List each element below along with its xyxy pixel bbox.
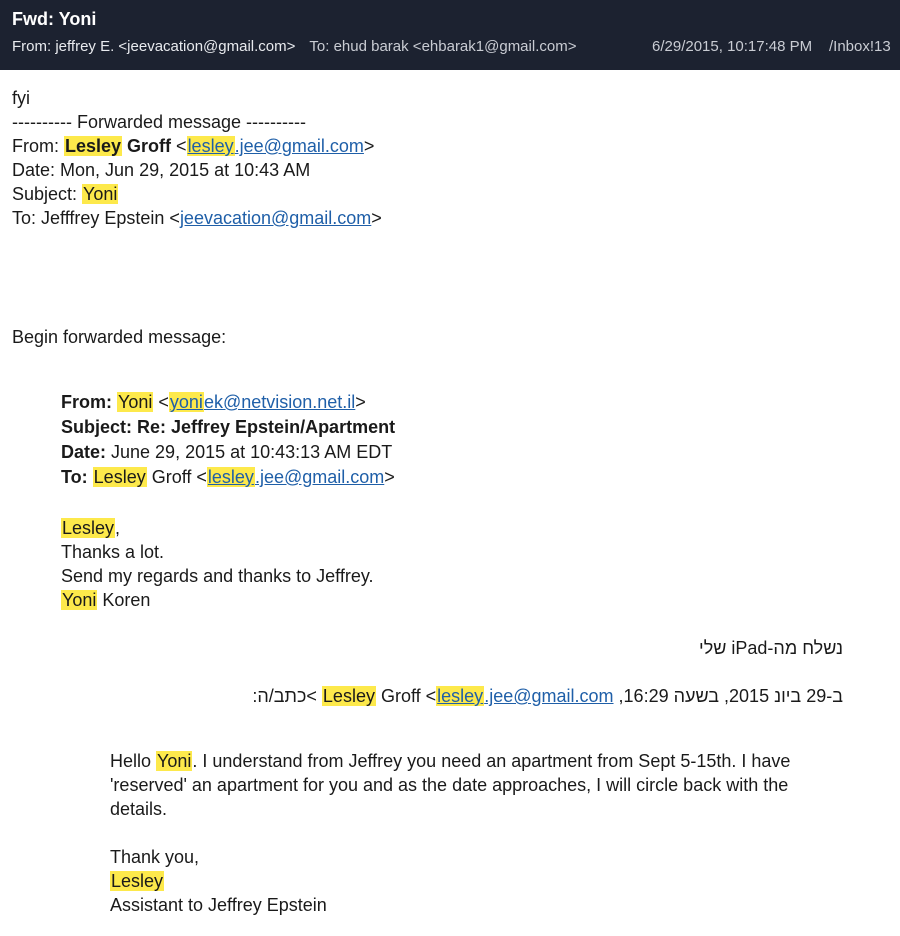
original-thanks: Thank you, [110, 847, 200, 867]
email-from[interactable]: From: jeffrey E. <jeevacation@gmail.com> [12, 38, 296, 55]
quoted-from-name: Yoni [118, 392, 153, 412]
hebrew-email-rest: .jee@gmail.com [484, 686, 614, 706]
quoted-to-email-rest: .jee@gmail.com [254, 467, 385, 487]
original-signature-name: Lesley [111, 871, 164, 891]
hebrew-attribution-line: ב-29 ביונ 2015, בשעה 16:29, lesley.jee@gmail.com <Lesley Groff< כתב/ה: [252, 686, 843, 706]
fwd-to-email-link[interactable]: jeevacation@gmail.com [179, 208, 372, 228]
ipad-signature: נשלח מה-iPad שלי [699, 638, 843, 658]
reply-line-1: Thanks a lot. [61, 542, 165, 562]
fwd-from-email-highlight: lesley [187, 136, 234, 156]
fwd-to-label: To: Jefffrey Epstein < [12, 208, 180, 228]
hebrew-email-highlight: lesley [437, 686, 484, 706]
quoted-to-last: Groff < [146, 467, 207, 487]
quoted-from-email-rest: ek@netvision.net.il [203, 392, 356, 412]
fwd-subject-label: Subject: [12, 184, 83, 204]
email-to[interactable]: To: ehud barak <ehbarak1@gmail.com> [309, 38, 577, 55]
reply-signature-last: Koren [97, 590, 151, 610]
original-line-1 [110, 749, 790, 773]
forward-divider: ---------- Forwarded message ---------- [12, 112, 306, 132]
quoted-date-line [61, 440, 392, 464]
email-meta [12, 38, 576, 55]
fwd-from-label: From: [12, 136, 64, 156]
fwd-from-email-rest: .jee@gmail.com [234, 136, 364, 156]
quoted-date-value: June 29, 2015 at 10:43:13 AM EDT [106, 442, 393, 462]
fwd-from-email-link[interactable] [187, 136, 364, 156]
quoted-date-label: Date: [61, 442, 107, 462]
email-folder[interactable]: /Inbox!13 [829, 38, 891, 55]
original-line-3: details. [110, 799, 168, 819]
quoted-to-line: To: Lesley Groff <lesley.jee@gmail.com> [61, 467, 395, 487]
quoted-subject-line: Subject: Re: Jeffrey Epstein/Apartment [61, 417, 396, 437]
email-date: 6/29/2015, 10:17:48 PM [652, 38, 813, 55]
email-subject: Fwd: Yoni [12, 9, 97, 29]
hebrew-attribution-email-link[interactable] [436, 686, 613, 706]
email-header [0, 0, 900, 70]
begin-forwarded-label: Begin forwarded message: [12, 327, 227, 347]
fwd-to-line: To: Jefffrey Epstein <jeevacation@gmail.com> [12, 208, 382, 228]
hebrew-attribution-name: Lesley [322, 686, 375, 706]
fwd-from-last-name: Groff [122, 136, 172, 156]
original-recipient-name: Yoni [157, 751, 192, 771]
original-signature [110, 869, 164, 893]
fwd-from-first-name: Lesley [65, 136, 122, 156]
reply-greeting-name: Lesley [62, 518, 115, 538]
quoted-from-email-link[interactable] [169, 392, 355, 412]
reply-signature [61, 588, 150, 612]
reply-line-2: Send my regards and thanks to Jeffrey. [61, 566, 374, 586]
original-title: Assistant to Jeffrey Epstein [110, 895, 327, 915]
quoted-from-line: From: Yoni <yoniek@netvision.net.il> [61, 392, 366, 412]
quoted-to-name: Lesley [93, 467, 146, 487]
fwd-subject-line [12, 182, 118, 206]
quoted-from-label: From: [61, 392, 112, 412]
original-line-2: 'reserved' an apartment for you and as the date approaches, I will circle back with the [110, 775, 789, 795]
hebrew-attribution-last: Groff [375, 686, 421, 706]
quoted-from-email-highlight: yoni [169, 392, 203, 412]
fwd-date-line: Date: Mon, Jun 29, 2015 at 10:43 AM [12, 160, 311, 180]
quoted-to-email-link[interactable] [207, 467, 384, 487]
original-hello: Hello [110, 751, 157, 771]
fwd-subject-value: Yoni [83, 184, 118, 204]
reply-signature-first: Yoni [62, 590, 97, 610]
original-line-1-rest: . I understand from Jeffrey you need an apartment from Sept 5-15th. I have [192, 751, 791, 771]
hebrew-attribution-wrote: כתב/ה: [252, 686, 307, 706]
hebrew-attribution-date: ב-29 ביונ 2015, בשעה 16:29, [618, 686, 843, 706]
quoted-to-label: To: [61, 467, 88, 487]
reply-greeting: Lesley, [62, 518, 121, 538]
fwd-from-line: From: Lesley Groff <lesley.jee@gmail.com> [12, 136, 375, 156]
quoted-to-email-highlight: lesley [207, 467, 254, 487]
fyi-text: fyi [12, 88, 30, 108]
